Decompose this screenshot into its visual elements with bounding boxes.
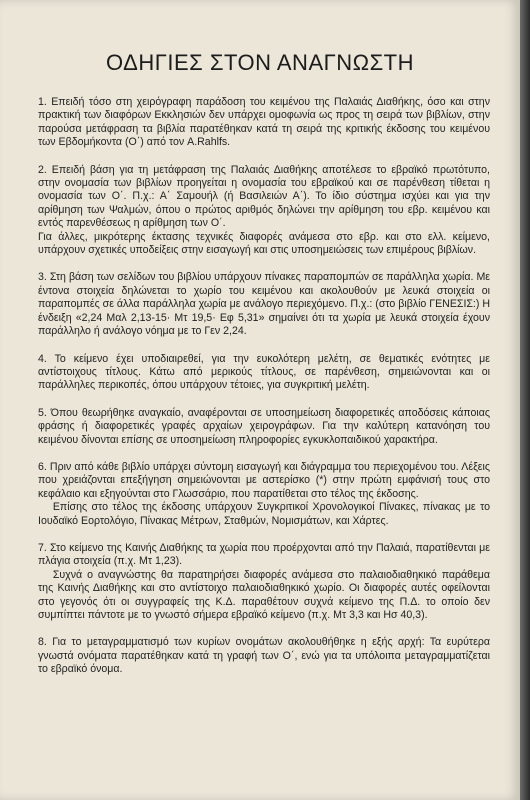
instruction-5	[38, 407, 490, 447]
instruction-6	[38, 461, 490, 528]
instruction-text: 1. Επειδή τόσο στη χειρόγραφη παράδοση του κειμένου της Παλαιάς Διαθήκης, όσο και στην πρακτική των διαφόρων Εκκλησιών δεν υπάρχει ομοφωνία ως προς τη σειρά των βιβλίων, στην παρούσα μετάφραση τα βιβλία παρατέθηκαν κατά τη σειρά της κριτικής έκδοσης του κειμένου των Εβδομήκοντα (Ο΄) από τον A.Rahlfs.	[38, 96, 490, 149]
instruction-4	[38, 353, 490, 393]
instruction-text: 4. Το κείμενο έχει υποδιαιρεθεί, για την ευκολότερη μελέτη, σε θεματικές ενότητες με αντίστοιχους τίτλους. Κάτω από μερικούς τίτλους, σε παρένθεση, σημειώνονται και οι παράλληλες περικοπές, όπου υπάρχουν τέτοιες, για συγκριτική μελέτη.	[38, 352, 490, 392]
instruction-1	[38, 96, 490, 150]
instruction-text: 8. Για το μεταγραμματισμό των κυρίων ονομάτων ακολουθήθηκε η εξής αρχή: Τα ευρύτερα γνωστά ονόματα παρατέθηκαν κατά τη γραφή των Ο΄, ενώ για τα υπόλοιπα μεταγραμματίζεται το εβραϊκό όνομα.	[38, 636, 490, 676]
instructions-body	[38, 96, 490, 691]
instruction-8	[38, 636, 490, 676]
instruction-text: 5. Όπου θεωρήθηκε αναγκαίο, αναφέρονται σε υποσημείωση διαφορετικές αποδόσεις κάποιας φράσης ή διαφορετικές γραφές αρχαίων χειρογράφων. Για την καλύτερη κατανόηση του κειμένου δίνονται επίσης σε υποσημείωση πληροφορίες εγκυκλοπαιδικού χαρακτήρα.	[38, 406, 490, 446]
instruction-2	[38, 164, 490, 258]
instruction-3	[38, 271, 490, 338]
instruction-7	[38, 542, 490, 622]
instruction-text: 3. Στη βάση των σελίδων του βιβλίου υπάρχουν πίνακες παραπομπών σε παράλληλα χωρία. Με έντονα στοιχεία δηλώνεται το χωρίο του κειμένου και ακολουθούν με λευκά στοιχεία οι παραπομπές σε άλλα παράλληλα χωρία με ανάλογο περιεχόμενο. Π.χ.: (στο βιβλίο ΓΕΝΕΣΙΣ:) Η ένδειξη «2,24 Μαλ 2,13-15· Μτ 19,5· Εφ 5,31» σημαίνει ότι τα χωρία με λευκά στοιχεία έχουν παράλληλο ή ανάλογο νόημα με το Γεν 2,24.	[38, 271, 490, 338]
instruction-text: 6. Πριν από κάθε βιβλίο υπάρχει σύντομη εισαγωγή και διάγραμμα του περιεχομένου του. Λέξεις που χρειάζονται επεξήγηση σημειώνονται με αστερίσκο (*) στην πρώτη εμφάνισή τους στο κεφάλαιο και εξηγούνται στο Γλωσσάριο, που παρατίθεται στο τέλος της έκδοσης.	[38, 460, 490, 500]
page-title: ΟΔΗΓΙΕΣ ΣΤΟΝ ΑΝΑΓΝΩΣΤΗ	[106, 50, 414, 75]
instruction-text: Για άλλες, μικρότερης έκτασης τεχνικές διαφορές ανάμεσα στο εβρ. και στο ελλ. κείμενο, υπάρχουν σχετικές υποδείξεις στην εισαγωγή και στις υποσημειώσεις των επιμέρους βιβλίων.	[38, 230, 490, 257]
page-edge	[520, 0, 530, 800]
instruction-text: 2. Επειδή βάση για τη μετάφραση της Παλαιάς Διαθήκης αποτέλεσε το εβραϊκό πρωτότυπο, στην ονομασία των βιβλίων προηγείται η ονομασία του εβραϊκού και σε παρένθεση τίθεται η ονομασία των Ο΄. Π.χ.: Α΄ Σαμουήλ (ή Βασιλειών Α΄). Το ίδιο σύστημα ισχύει και για την αρίθμηση των Ψαλμών, όπου ο πρώτος αριθμός δηλώνει την αρίθμηση του εβρ. κειμένου και εντός παρενθέσεως η αρίθμηση των Ο΄.	[38, 163, 490, 230]
instruction-text: 7. Στο κείμενο της Καινής Διαθήκης τα χωρία που προέρχονται από την Παλαιά, παρατίθενται με πλάγια στοιχεία (π.χ. Μτ 1,23).	[38, 541, 490, 568]
instruction-text: Συχνά ο αναγνώστης θα παρατηρήσει διαφορές ανάμεσα στο παλαιοδιαθηκικό παράθεμα της Καινής Διαθήκης και στο αντίστοιχο παλαιοδιαθηκικό χωρίο. Οι διαφορές αυτές οφείλονται στο γεγονός ότι οι συγγραφείς της Κ.Δ. παραθέτουν συχνά κείμενο της Π.Δ. το οποίο δεν συμπίπτει πάντοτε με το γνωστό σήμερα εβραϊκό κείμενο (π.χ. Μτ 3,3 και Ησ 40,3).	[38, 568, 490, 621]
instruction-text: Επίσης στο τέλος της έκδοσης υπάρχουν Συγκριτικοί Χρονολογικοί Πίνακες, πίνακας με το Ιουδαϊκό Εορτολόγιο, Πίνακας Μέτρων, Σταθμών, Νομισμάτων, και Χάρτες.	[38, 501, 490, 527]
